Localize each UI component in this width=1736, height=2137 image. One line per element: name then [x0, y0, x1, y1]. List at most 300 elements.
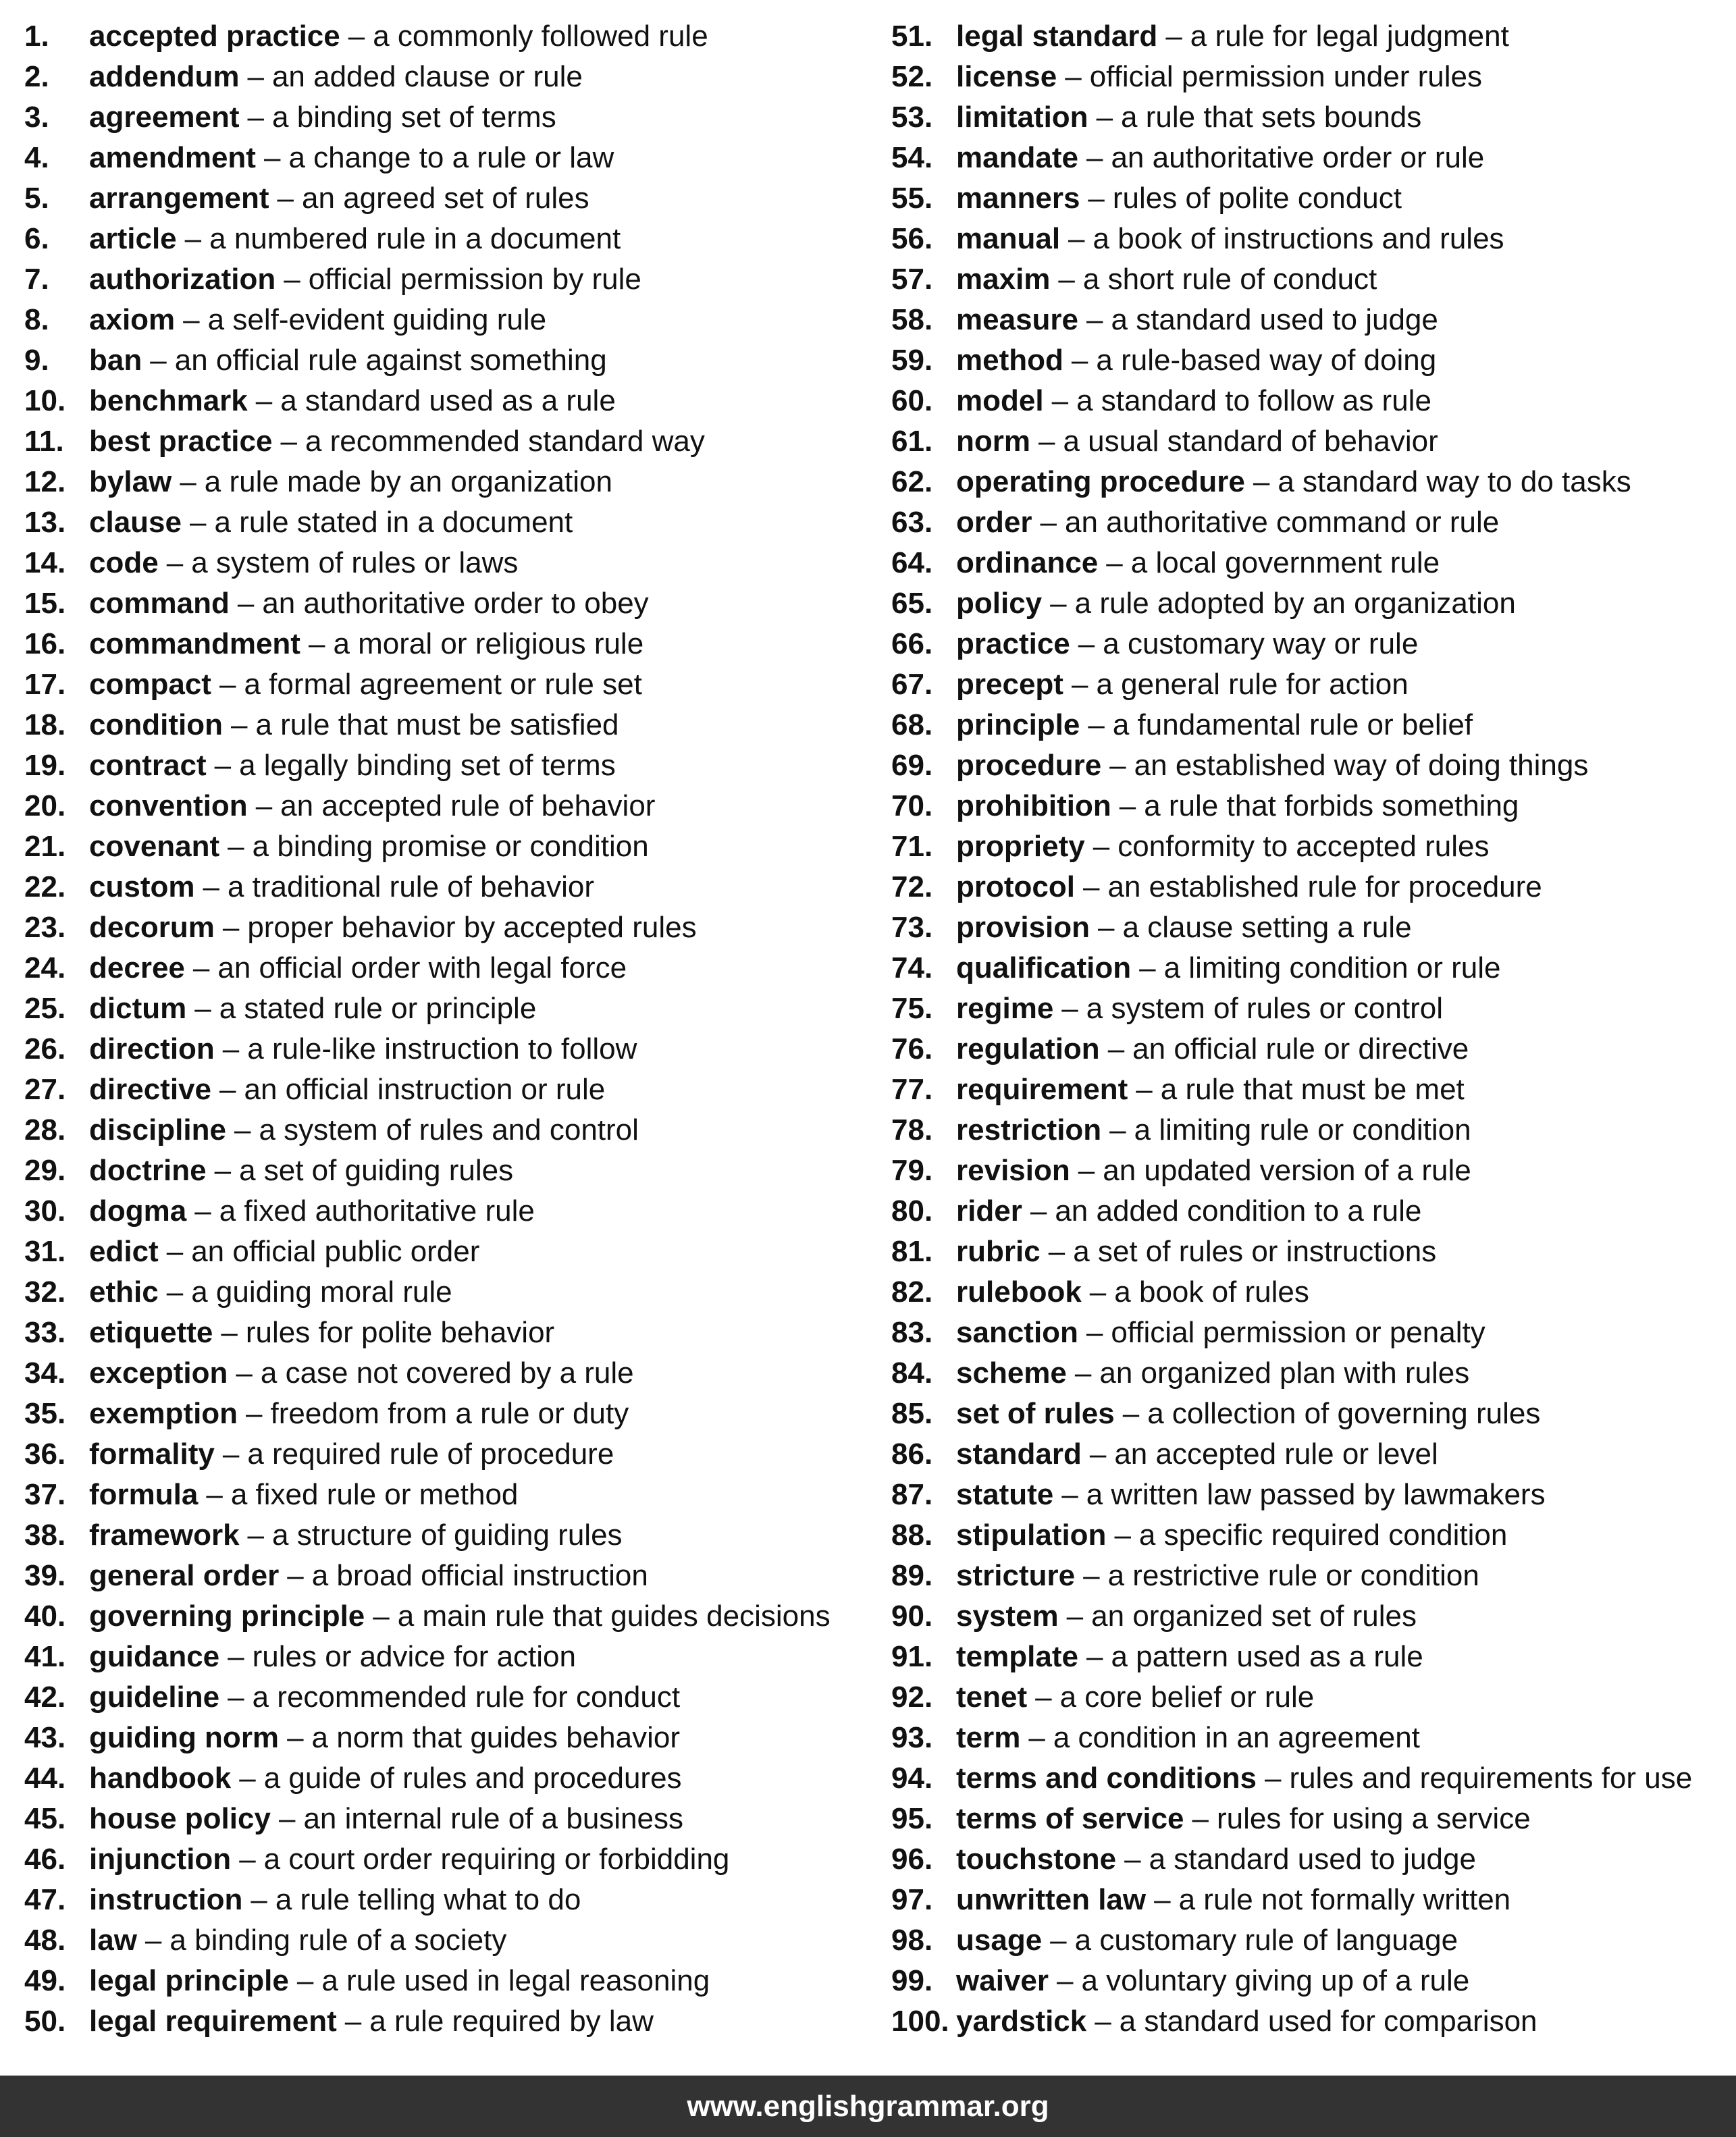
item-number: 87. [891, 1478, 933, 1511]
item-definition: a system of rules or laws [191, 546, 519, 579]
list-item [24, 219, 868, 259]
footer-website-url[interactable]: www.englishgrammar.org [687, 2090, 1049, 2123]
item-definition: a set of rules or instructions [1073, 1235, 1437, 1268]
item-number: 82. [891, 1275, 933, 1309]
item-term: decorum [89, 911, 215, 944]
item-number: 92. [891, 1681, 933, 1714]
item-number: 51. [891, 20, 933, 53]
item-separator: – [228, 830, 244, 863]
item-term: restriction [956, 1113, 1102, 1146]
item-term: precept [956, 668, 1063, 701]
item-number: 12. [24, 465, 66, 498]
item-number: 34. [24, 1356, 66, 1390]
list-item [24, 1191, 868, 1232]
item-separator: – [287, 1559, 304, 1592]
item-number: 53. [891, 101, 933, 134]
item-definition: an added condition to a rule [1055, 1194, 1422, 1228]
item-separator: – [255, 789, 273, 822]
item-separator: – [144, 1924, 162, 1957]
item-number: 1. [24, 20, 49, 53]
item-term: touchstone [956, 1843, 1117, 1876]
item-separator: – [1056, 1964, 1074, 1997]
item-separator: – [206, 1478, 223, 1511]
item-number: 6. [24, 222, 49, 255]
item-term: license [956, 60, 1057, 93]
list-item [891, 462, 1729, 502]
item-separator: – [246, 1397, 263, 1430]
list-item [24, 1515, 868, 1556]
item-definition: a general rule for action [1096, 668, 1409, 701]
item-term: sanction [956, 1316, 1078, 1349]
item-definition: a rule that forbids something [1144, 789, 1519, 822]
item-definition: freedom from a rule or duty [270, 1397, 629, 1430]
item-definition: an internal rule of a business [303, 1802, 684, 1835]
item-separator: – [214, 749, 232, 782]
item-number: 60. [891, 384, 933, 417]
item-term: authorization [89, 263, 276, 296]
item-number: 80. [891, 1194, 933, 1228]
item-definition: rules or advice for action [252, 1640, 576, 1673]
list-item [891, 664, 1729, 705]
item-separator: – [194, 1194, 211, 1228]
item-separator: – [219, 1073, 236, 1106]
list-item [891, 1070, 1729, 1110]
list-item [24, 1920, 868, 1961]
item-definition: official permission or penalty [1111, 1316, 1485, 1349]
item-separator: – [228, 1681, 244, 1714]
item-definition: a pattern used as a rule [1111, 1640, 1423, 1673]
item-number: 16. [24, 627, 66, 660]
item-separator: – [277, 182, 294, 215]
list-item [891, 2001, 1729, 2042]
item-number: 14. [24, 546, 66, 579]
item-number: 61. [891, 425, 933, 458]
item-term: measure [956, 303, 1079, 336]
list-item [24, 583, 868, 624]
item-term: law [89, 1924, 137, 1957]
list-item [24, 421, 868, 462]
item-number: 70. [891, 789, 933, 822]
item-definition: rules of polite conduct [1112, 182, 1402, 215]
item-number: 91. [891, 1640, 933, 1673]
item-term: covenant [89, 830, 220, 863]
list-item [24, 1799, 868, 1839]
list-item [891, 624, 1729, 664]
item-term: regulation [956, 1032, 1100, 1065]
list-item [891, 219, 1729, 259]
item-separator: – [222, 1437, 240, 1471]
item-definition: an accepted rule of behavior [280, 789, 656, 822]
list-item [24, 1313, 868, 1353]
item-definition: a restrictive rule or condition [1107, 1559, 1479, 1592]
item-definition: a standard used to judge [1111, 303, 1438, 336]
item-number: 43. [24, 1721, 66, 1754]
item-separator: – [239, 1843, 256, 1876]
item-separator: – [1088, 182, 1105, 215]
item-number: 42. [24, 1681, 66, 1714]
item-term: ban [89, 344, 142, 377]
item-term: template [956, 1640, 1078, 1673]
item-definition: a court order requiring or forbidding [263, 1843, 730, 1876]
item-separator: – [1083, 1559, 1100, 1592]
list-item [891, 1677, 1729, 1718]
item-definition: proper behavior by accepted rules [247, 911, 697, 944]
item-definition: an official rule or directive [1132, 1032, 1469, 1065]
item-definition: an official rule against something [174, 344, 607, 377]
item-term: governing principle [89, 1600, 365, 1633]
item-number: 13. [24, 506, 66, 539]
item-number: 19. [24, 749, 66, 782]
item-definition: a rule that must be met [1160, 1073, 1465, 1106]
item-number: 27. [24, 1073, 66, 1106]
item-number: 10. [24, 384, 66, 417]
item-separator: – [1061, 1478, 1078, 1511]
item-term: framework [89, 1519, 240, 1552]
item-number: 52. [891, 60, 933, 93]
item-separator: – [263, 141, 281, 174]
item-term: protocol [956, 870, 1075, 903]
list-item [24, 1880, 868, 1920]
list-item [24, 138, 868, 178]
item-definition: a specific required condition [1138, 1519, 1508, 1552]
item-term: dogma [89, 1194, 187, 1228]
item-definition: an established rule for procedure [1107, 870, 1542, 903]
item-definition: rules and requirements for use [1289, 1762, 1693, 1795]
item-term: unwritten law [956, 1883, 1147, 1916]
list-item [24, 786, 868, 826]
item-separator: – [247, 60, 264, 93]
item-separator: – [1109, 749, 1126, 782]
item-definition: a rule that must be satisfied [255, 708, 619, 741]
list-item [891, 1920, 1729, 1961]
item-separator: – [1096, 101, 1113, 134]
item-definition: a stated rule or principle [219, 992, 537, 1025]
item-number: 95. [891, 1802, 933, 1835]
item-separator: – [1088, 708, 1105, 741]
item-term: formula [89, 1478, 199, 1511]
item-separator: – [255, 384, 273, 417]
item-term: propriety [956, 830, 1085, 863]
item-separator: – [230, 708, 248, 741]
list-item [891, 1434, 1729, 1475]
item-definition: a required rule of procedure [247, 1437, 614, 1471]
item-definition: a rule made by an organization [204, 465, 612, 498]
item-term: custom [89, 870, 195, 903]
item-definition: a short rule of conduct [1082, 263, 1377, 296]
list-item [891, 97, 1729, 138]
item-separator: – [1119, 789, 1136, 822]
item-number: 100. [891, 2005, 949, 2038]
item-definition: a rule for legal judgment [1190, 20, 1509, 53]
list-item [24, 705, 868, 745]
item-number: 36. [24, 1437, 66, 1471]
item-definition: a change to a rule or law [288, 141, 614, 174]
item-separator: – [1264, 1762, 1282, 1795]
item-definition: a customary way or rule [1103, 627, 1419, 660]
item-number: 58. [891, 303, 933, 336]
item-number: 63. [891, 506, 933, 539]
item-term: system [956, 1600, 1059, 1633]
item-number: 35. [24, 1397, 66, 1430]
item-number: 96. [891, 1843, 933, 1876]
list-item [891, 1637, 1729, 1677]
item-number: 4. [24, 141, 49, 174]
item-definition: a rule adopted by an organization [1074, 587, 1516, 620]
item-term: condition [89, 708, 223, 741]
item-number: 86. [891, 1437, 933, 1471]
list-item [24, 259, 868, 300]
item-separator: – [1114, 1519, 1131, 1552]
list-item [24, 1556, 868, 1596]
item-definition: a core belief or rule [1059, 1681, 1315, 1714]
list-item [24, 1110, 868, 1151]
item-separator: – [222, 911, 240, 944]
item-term: direction [89, 1032, 215, 1065]
item-number: 28. [24, 1113, 66, 1146]
item-separator: – [166, 1275, 184, 1309]
item-separator: – [1122, 1397, 1140, 1430]
item-definition: a standard to follow as rule [1076, 384, 1431, 417]
item-term: ethic [89, 1275, 159, 1309]
item-number: 84. [891, 1356, 933, 1390]
item-separator: – [1136, 1073, 1153, 1106]
item-separator: – [150, 344, 167, 377]
item-definition: a numbered rule in a document [209, 222, 621, 255]
item-number: 31. [24, 1235, 66, 1268]
item-definition: a rule used in legal reasoning [321, 1964, 710, 1997]
item-term: doctrine [89, 1154, 207, 1187]
item-separator: – [184, 222, 202, 255]
item-separator: – [1078, 627, 1095, 660]
list-item [24, 1394, 868, 1434]
item-separator: – [1071, 668, 1088, 701]
item-separator: – [236, 1356, 253, 1390]
list-item [891, 1758, 1729, 1799]
list-item [891, 178, 1729, 219]
list-item [24, 2001, 868, 2042]
item-definition: a fixed rule or method [230, 1478, 519, 1511]
item-definition: official permission under rules [1089, 60, 1482, 93]
item-separator: – [1074, 1356, 1092, 1390]
list-item [891, 502, 1729, 543]
item-separator: – [1192, 1802, 1209, 1835]
item-definition: a standard used for comparison [1119, 2005, 1537, 2038]
item-term: maxim [956, 263, 1051, 296]
item-term: term [956, 1721, 1021, 1754]
item-term: instruction [89, 1883, 243, 1916]
item-number: 75. [891, 992, 933, 1025]
list-item [891, 1799, 1729, 1839]
item-definition: an updated version of a rule [1103, 1154, 1471, 1187]
item-number: 77. [891, 1073, 933, 1106]
item-term: accepted practice [89, 20, 340, 53]
item-separator: – [1109, 1113, 1126, 1146]
item-number: 94. [891, 1762, 933, 1795]
item-separator: – [189, 506, 207, 539]
item-separator: – [348, 20, 365, 53]
item-separator: – [1086, 1640, 1103, 1673]
list-item [891, 421, 1729, 462]
item-term: procedure [956, 749, 1102, 782]
item-separator: – [183, 303, 200, 336]
item-separator: – [308, 627, 325, 660]
list-item [891, 1475, 1729, 1515]
item-number: 65. [891, 587, 933, 620]
item-separator: – [180, 465, 196, 498]
item-separator: – [1139, 951, 1156, 984]
list-item [891, 259, 1729, 300]
list-item [891, 138, 1729, 178]
item-definition: a moral or religious rule [333, 627, 644, 660]
item-number: 56. [891, 222, 933, 255]
item-term: command [89, 587, 230, 620]
item-number: 76. [891, 1032, 933, 1065]
item-number: 69. [891, 749, 933, 782]
list-item [24, 543, 868, 583]
item-definition: an accepted rule or level [1114, 1437, 1438, 1471]
list-item [891, 786, 1729, 826]
item-number: 78. [891, 1113, 933, 1146]
list-item [891, 1394, 1729, 1434]
item-term: rulebook [956, 1275, 1082, 1309]
item-term: model [956, 384, 1044, 417]
list-item [891, 57, 1729, 97]
item-number: 67. [891, 668, 933, 701]
item-term: injunction [89, 1843, 232, 1876]
item-term: formality [89, 1437, 215, 1471]
item-number: 97. [891, 1883, 933, 1916]
list-item [24, 745, 868, 786]
item-number: 66. [891, 627, 933, 660]
item-number: 17. [24, 668, 66, 701]
item-term: mandate [956, 141, 1078, 174]
item-separator: – [247, 1519, 265, 1552]
item-definition: a clause setting a rule [1122, 911, 1412, 944]
list-item [24, 907, 868, 948]
item-number: 47. [24, 1883, 66, 1916]
list-item [24, 178, 868, 219]
item-separator: – [1078, 1154, 1095, 1187]
item-term: exception [89, 1356, 228, 1390]
item-term: exemption [89, 1397, 238, 1430]
item-definition: an established way of doing things [1134, 749, 1589, 782]
item-number: 90. [891, 1600, 933, 1633]
item-term: provision [956, 911, 1090, 944]
item-definition: a limiting condition or rule [1163, 951, 1501, 984]
list-item [24, 300, 868, 340]
list-item [891, 705, 1729, 745]
item-term: compact [89, 668, 211, 701]
item-separator: – [280, 425, 297, 458]
list-item [891, 1232, 1729, 1272]
list-item [891, 826, 1729, 867]
item-separator: – [237, 587, 255, 620]
item-definition: rules for using a service [1217, 1802, 1531, 1835]
item-term: terms and conditions [956, 1762, 1257, 1795]
item-separator: – [228, 1640, 244, 1673]
item-term: standard [956, 1437, 1082, 1471]
item-term: scheme [956, 1356, 1067, 1390]
item-number: 89. [891, 1559, 933, 1592]
item-term: legal principle [89, 1964, 289, 1997]
item-definition: an organized plan with rules [1099, 1356, 1470, 1390]
item-separator: – [1106, 546, 1123, 579]
item-term: regime [956, 992, 1054, 1025]
item-definition: a voluntary giving up of a rule [1081, 1964, 1470, 1997]
list-item [24, 1961, 868, 2001]
list-item [24, 16, 868, 57]
item-definition: an official order with legal force [217, 951, 627, 984]
item-term: directive [89, 1073, 211, 1106]
item-separator: – [1086, 303, 1103, 336]
list-item [24, 1272, 868, 1313]
item-separator: – [284, 263, 300, 296]
item-separator: – [1107, 1032, 1125, 1065]
item-definition: an organized set of rules [1091, 1600, 1417, 1633]
item-separator: – [219, 668, 236, 701]
item-separator: – [203, 870, 219, 903]
item-number: 21. [24, 830, 66, 863]
item-definition: a norm that guides behavior [311, 1721, 680, 1754]
item-number: 50. [24, 2005, 66, 2038]
item-separator: – [1082, 870, 1100, 903]
item-number: 41. [24, 1640, 66, 1673]
list-item [891, 1880, 1729, 1920]
item-separator: – [1061, 992, 1078, 1025]
item-number: 62. [891, 465, 933, 498]
item-term: practice [956, 627, 1070, 660]
item-separator: – [239, 1762, 256, 1795]
item-separator: – [251, 1883, 267, 1916]
list-item [24, 1839, 868, 1880]
item-term: amendment [89, 141, 256, 174]
item-separator: – [1051, 384, 1069, 417]
item-separator: – [1066, 1600, 1084, 1633]
list-item [891, 1191, 1729, 1232]
item-term: ordinance [956, 546, 1099, 579]
list-item [24, 1637, 868, 1677]
item-number: 48. [24, 1924, 66, 1957]
item-definition: a standard way to do tasks [1278, 465, 1631, 498]
list-item [24, 502, 868, 543]
item-definition: a fixed authoritative rule [219, 1194, 535, 1228]
item-number: 20. [24, 789, 66, 822]
list-item [891, 1596, 1729, 1637]
item-separator: – [1165, 20, 1182, 53]
list-item [891, 867, 1729, 907]
word-list-right-column [891, 16, 1729, 2042]
item-term: qualification [956, 951, 1132, 984]
item-definition: a traditional rule of behavior [227, 870, 594, 903]
item-term: yardstick [956, 2005, 1087, 2038]
list-item [24, 1070, 868, 1110]
item-separator: – [287, 1721, 304, 1754]
item-separator: – [1086, 141, 1103, 174]
item-definition: an official instruction or rule [244, 1073, 606, 1106]
item-definition: a broad official instruction [311, 1559, 648, 1592]
item-definition: a usual standard of behavior [1063, 425, 1438, 458]
list-item [24, 97, 868, 138]
item-term: bylaw [89, 465, 172, 498]
item-term: general order [89, 1559, 280, 1592]
item-term: revision [956, 1154, 1070, 1187]
item-separator: – [1058, 263, 1075, 296]
item-separator: – [1035, 1681, 1052, 1714]
item-term: decree [89, 951, 185, 984]
item-definition: a legally binding set of terms [239, 749, 616, 782]
item-definition: a written law passed by lawmakers [1086, 1478, 1546, 1511]
item-separator: – [247, 101, 265, 134]
